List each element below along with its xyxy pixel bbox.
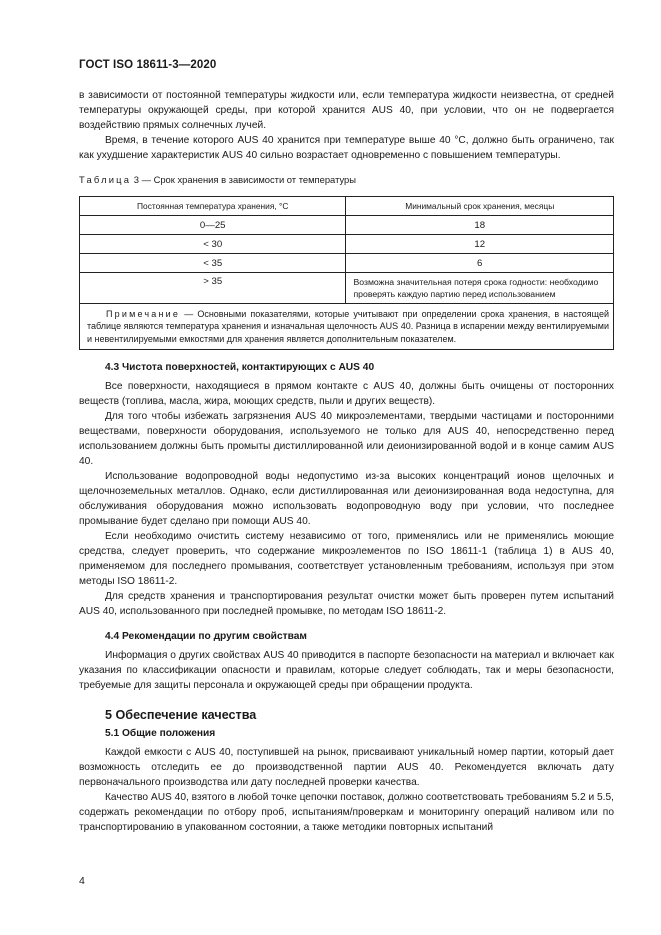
table-note-word: Примечание [106,309,181,319]
table-cell-shelf-life: Возможна значительная потеря срока годности: необходимо проверять каждую партию перед использованием [346,273,614,304]
section-4-3-paragraph: Для средств хранения и транспортирования результат очистки может быть проверен путем испытаний AUS 40, использованного при последней промывке, по методам ISO 18611-2. [79,590,614,617]
storage-table [79,196,614,350]
table-cell-shelf-life: 18 [346,216,614,235]
section-4-3-paragraph: Использование водопроводной воды недопустимо из-за высоких концентраций ионов щелочных и щелочноземельных металлов. Однако, если дистиллированная или деионизированная вода недоступна, для обслуживания оборудования можно использовать водопроводную воду при условии, что последнее промывание будет сделано при помощи AUS 40. [79,470,614,527]
table-caption-text: 3 — Срок хранения в зависимости от температуры [131,174,357,185]
table-cell-shelf-life: 6 [346,254,614,273]
table-caption-word: Таблица [79,174,132,185]
table-row [80,216,614,235]
section-5-1-heading: 5.1 Общие положения [105,727,216,739]
table-header-row [80,197,614,216]
table-note [80,304,614,350]
section-5-1-paragraph: Качество AUS 40, взятого в любой точке цепочки поставок, должно соответствовать требованиям 5.2 и 5.5, содержать рекомендации по отбору проб, испытаниям/проверкам и мониторингу операций наливом или по транспортированию в упакованном состоянии, а также методики повторных испытаний [79,791,614,833]
document-header: ГОСТ ISO 18611-3—2020 [79,59,217,71]
page-number: 4 [79,875,85,887]
section-4-3-paragraph: Для того чтобы избежать загрязнения AUS 40 микроэлементами, твердыми частицами и посторонними веществами, поверхности оборудования, используемого не только для AUS 40, непосредственно перед использованием должны быть промыты дистиллированной или деионизированной водой и в конце самим AUS 40. [79,410,614,467]
table-caption [79,172,614,187]
section-4-4-paragraph: Информация о других свойствах AUS 40 приводится в паспорте безопасности на материал и включает как указания по классификации опасности и правилам, которые следует соблюдать, так и меры безопасности, требуемые для защиты персонала и окружающей среды при обращении продукта. [79,649,614,691]
table-row [80,235,614,254]
section-4-3-paragraph: Если необходимо очистить систему независимо от того, применялись или не применялись моющие средства, следует проверить, что содержание микроэлементов по ISO 18611-1 (таблица 1) в AUS 40, применяемом для последнего промывания, соответствует установленным требованиям, используя при этом методы ISO 18611-2. [79,530,614,587]
table-cell-temperature: < 35 [80,254,346,273]
intro-paragraph-1: в зависимости от постоянной температуры жидкости или, если температура жидкости неизвестна, от средней температуры окружающей среды, при которой хранится AUS 40, при условии, что он не подвергается воздействию прямых солнечных лучей. [79,90,614,131]
table-note-text: — Основными показателями, которые учитывают при определении срока хранения, в настоящей таблице являются температура хранения и изначальная щелочность AUS 40. Разница в испарении между вентилируемыми и невентилируемыми емкостями для хранения является дополнительным показателем. [87,309,609,344]
section-5-heading: 5 Обеспечение качества [105,707,257,722]
table-note-row [80,304,614,350]
section-4-3-heading: 4.3 Чистота поверхностей, контактирующих с AUS 40 [105,361,375,373]
section-4-4-heading: 4.4 Рекомендации по другим свойствам [105,630,307,642]
table-cell-temperature: > 35 [80,273,346,304]
column-header-shelf-life: Минимальный срок хранения, месяцы [346,197,614,216]
intro-paragraph-2: Время, в течение которого AUS 40 хранится при температуре выше 40 °C, должно быть ограничено, так как ухудшение характеристик AUS 40 сильно возрастает одновременно с повышением температуры. [79,135,614,161]
column-header-temperature: Постоянная температура хранения, °C [80,197,346,216]
table-cell-temperature: 0—25 [80,216,346,235]
table-row [80,273,614,304]
section-4-3-paragraph: Все поверхности, находящиеся в прямом контакте с AUS 40, должны быть очищены от посторонних веществ (топлива, масла, жира, моющих средств, пыли и других веществ). [79,380,614,407]
table-cell-temperature: < 30 [80,235,346,254]
section-5-1-paragraph: Каждой емкости с AUS 40, поступившей на рынок, присваивают уникальный номер партии, который дает возможность отследить ее до производственной партии AUS 40. Рекомендуется включать дату первоначального производства или дату последней проверки качества. [79,746,614,788]
table-cell-shelf-life: 12 [346,235,614,254]
page-content [79,88,614,835]
table-row [80,254,614,273]
